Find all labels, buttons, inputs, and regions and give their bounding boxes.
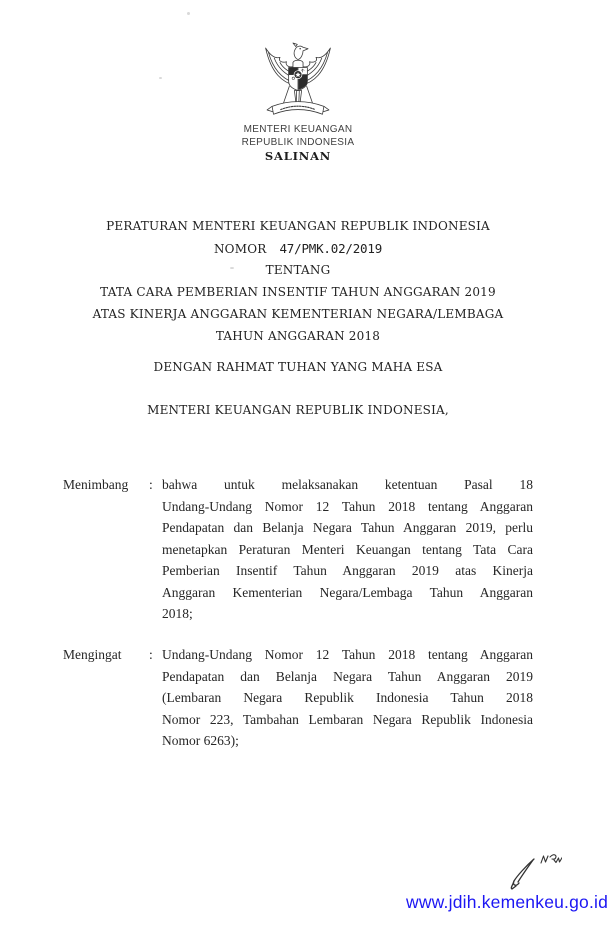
- jdih-website-url: www.jdih.kemenkeu.go.id: [406, 892, 609, 912]
- ministry-name-line2: REPUBLIK INDONESIA: [241, 136, 355, 148]
- menimbang-lines: [162, 474, 533, 603]
- legal-basis-last-line: Nomor 6263);: [162, 733, 239, 748]
- subject-line: ATAS KINERJA ANGGARAN KEMENTERIAN NEGARA/LEMBAGA: [92, 306, 504, 321]
- section-label-menimbang: Menimbang: [63, 477, 129, 492]
- regulation-org-line: PERATURAN MENTERI KEUANGAN REPUBLIK INDONESIA: [106, 219, 490, 233]
- scan-speck: [187, 12, 190, 15]
- regulation-number-line: [63, 238, 533, 261]
- scan-speck: [159, 77, 162, 79]
- handwritten-paraf: [500, 850, 562, 897]
- garuda-pancasila-emblem: [262, 40, 334, 128]
- consideration-line: Undang-Undang Nomor 12 Tahun 2018 tentang Anggaran: [162, 498, 533, 514]
- paraf-signature-icon: [500, 850, 562, 892]
- nomor-label: NOMOR: [213, 241, 267, 256]
- legal-basis-line: Nomor 223, Tambahan Lembaran Negara Republik Indonesia: [162, 711, 533, 727]
- garuda-icon: [262, 40, 334, 123]
- mengingat-lines: [162, 644, 533, 730]
- legal-basis-line: Undang-Undang Nomor 12 Tahun 2018 tentang Anggaran: [162, 647, 533, 662]
- consideration-line: Pendapatan dan Belanja Negara Tahun Anggaran 2019, perlu: [162, 520, 533, 535]
- salinan-stamp: SALINAN: [264, 149, 332, 163]
- tentang-label: TENTANG: [265, 263, 331, 278]
- mengingat-section: [63, 644, 533, 752]
- invocation-line: DENGAN RAHMAT TUHAN YANG MAHA ESA: [153, 360, 443, 374]
- ministry-caption: [63, 124, 533, 163]
- consideration-line: Anggaran Kementerian Negara/Lembaga Tahun Anggaran: [162, 584, 533, 600]
- section-colon: :: [149, 477, 153, 492]
- authority-line: MENTERI KEUANGAN REPUBLIK INDONESIA,: [147, 403, 449, 417]
- section-colon: :: [149, 647, 153, 662]
- regulation-title-block: [63, 216, 533, 347]
- menimbang-text: [162, 474, 533, 625]
- document-content: [63, 0, 533, 936]
- consideration-line: menetapkan Peraturan Menteri Keuangan tentang Tata Cara: [162, 541, 533, 557]
- subject-line: TAHUN ANGGARAN 2018: [215, 328, 381, 343]
- legal-basis-line: (Lembaran Negara Republik Indonesia Tahun 2018: [162, 690, 533, 705]
- consideration-line: bahwa untuk melaksanakan ketentuan Pasal 18: [162, 477, 533, 492]
- legal-basis-line: Pendapatan dan Belanja Negara Tahun Anggaran 2019: [162, 668, 533, 684]
- consideration-last-line: 2018;: [162, 606, 193, 621]
- ministry-name-line1: MENTERI KEUANGAN: [243, 124, 353, 135]
- menimbang-section: [63, 474, 533, 625]
- subject-line: TATA CARA PEMBERIAN INSENTIF TAHUN ANGGARAN 2019: [100, 285, 496, 300]
- mengingat-text: [162, 644, 533, 752]
- section-label-mengingat: Mengingat: [63, 647, 122, 662]
- scan-speck: [230, 267, 234, 269]
- nomor-value: 47/PMK.02/2019: [279, 240, 383, 256]
- consideration-line: Pemberian Insentif Tahun Anggaran 2019 atas Kinerja: [162, 563, 533, 578]
